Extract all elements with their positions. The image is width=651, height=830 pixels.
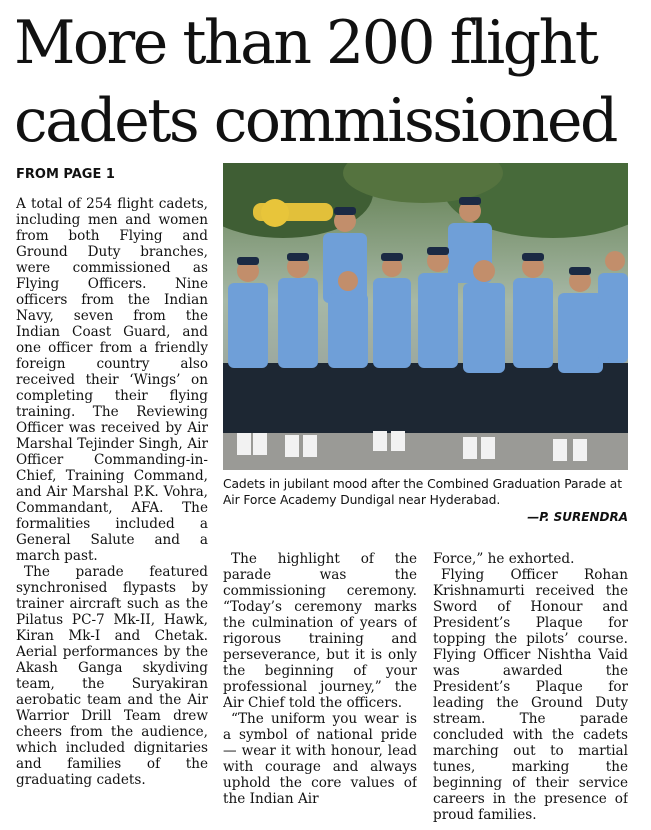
headline-line-1: More than 200 flight [14, 8, 597, 78]
article-paragraph: The parade featured synchronised flypasts by trainer aircraft such as the Pilatus PC-7 Mk-II, Hawk, Kiran Mk-I and Chetak. Aerial performances by the Akash Ganga skydiving team, the Suryakiran aerobatic team and the Air Warrior Drill Team drew cheers from the audience, which included dignitaries and families of the graduating cadets. [16, 564, 208, 788]
article-column-2 [223, 551, 417, 826]
article-paragraph: The highlight of the parade was the commissioning ceremony. “Today’s ceremony marks the culmination of years of rigorous training and perseverance, but it is only the beginning of your professional journey,” the Air Chief told the officers. [223, 551, 417, 711]
continuation-label: FROM PAGE 1 [16, 167, 115, 182]
headline-line-2: cadets commissioned [14, 86, 616, 156]
cadets-photo-illustration [223, 163, 628, 470]
article-paragraph: Flying Officer Rohan Krishnamurti received the Sword of Honour and President’s Plaque for topping the pilots’ course. Flying Officer Nishtha Vaid was awarded the President’s Plaque for leading the Ground Duty stream. The parade concluded with the cadets marching out to martial tunes, marking the beginning of their service careers in the presence of proud families. [433, 567, 628, 823]
photo-caption: Cadets in jubilant mood after the Combined Graduation Parade at Air Force Academy Dundigal near Hyderabad. [223, 477, 622, 507]
headline [14, 4, 644, 160]
news-photo [223, 163, 628, 470]
article-paragraph: “The uniform you wear is a symbol of national pride — wear it with honour, lead with courage and always uphold the core values of the Indian Air [223, 711, 417, 807]
article-paragraph: Force,” he exhorted. [433, 551, 575, 567]
article-column-1 [16, 196, 208, 826]
photo-credit: —P. SURENDRA [527, 510, 628, 524]
article-column-3 [433, 551, 628, 826]
article-paragraph: A total of 254 flight cadets, including men and women from both Flying and Ground Duty branches, were commissioned as Flying Officers. Nine officers from the Indian Navy, seven from the Indian Coast Guard, and one officer from a friendly foreign country also received their ‘Wings’ on completing their flying training. The Reviewing Officer was received by Air Marshal Tejinder Singh, Air Officer Commanding-in-Chief, Training Command, and Air Marshal P.K. Vohra, Commandant, AFA. The formalities included a General Salute and a march past. [16, 196, 208, 564]
